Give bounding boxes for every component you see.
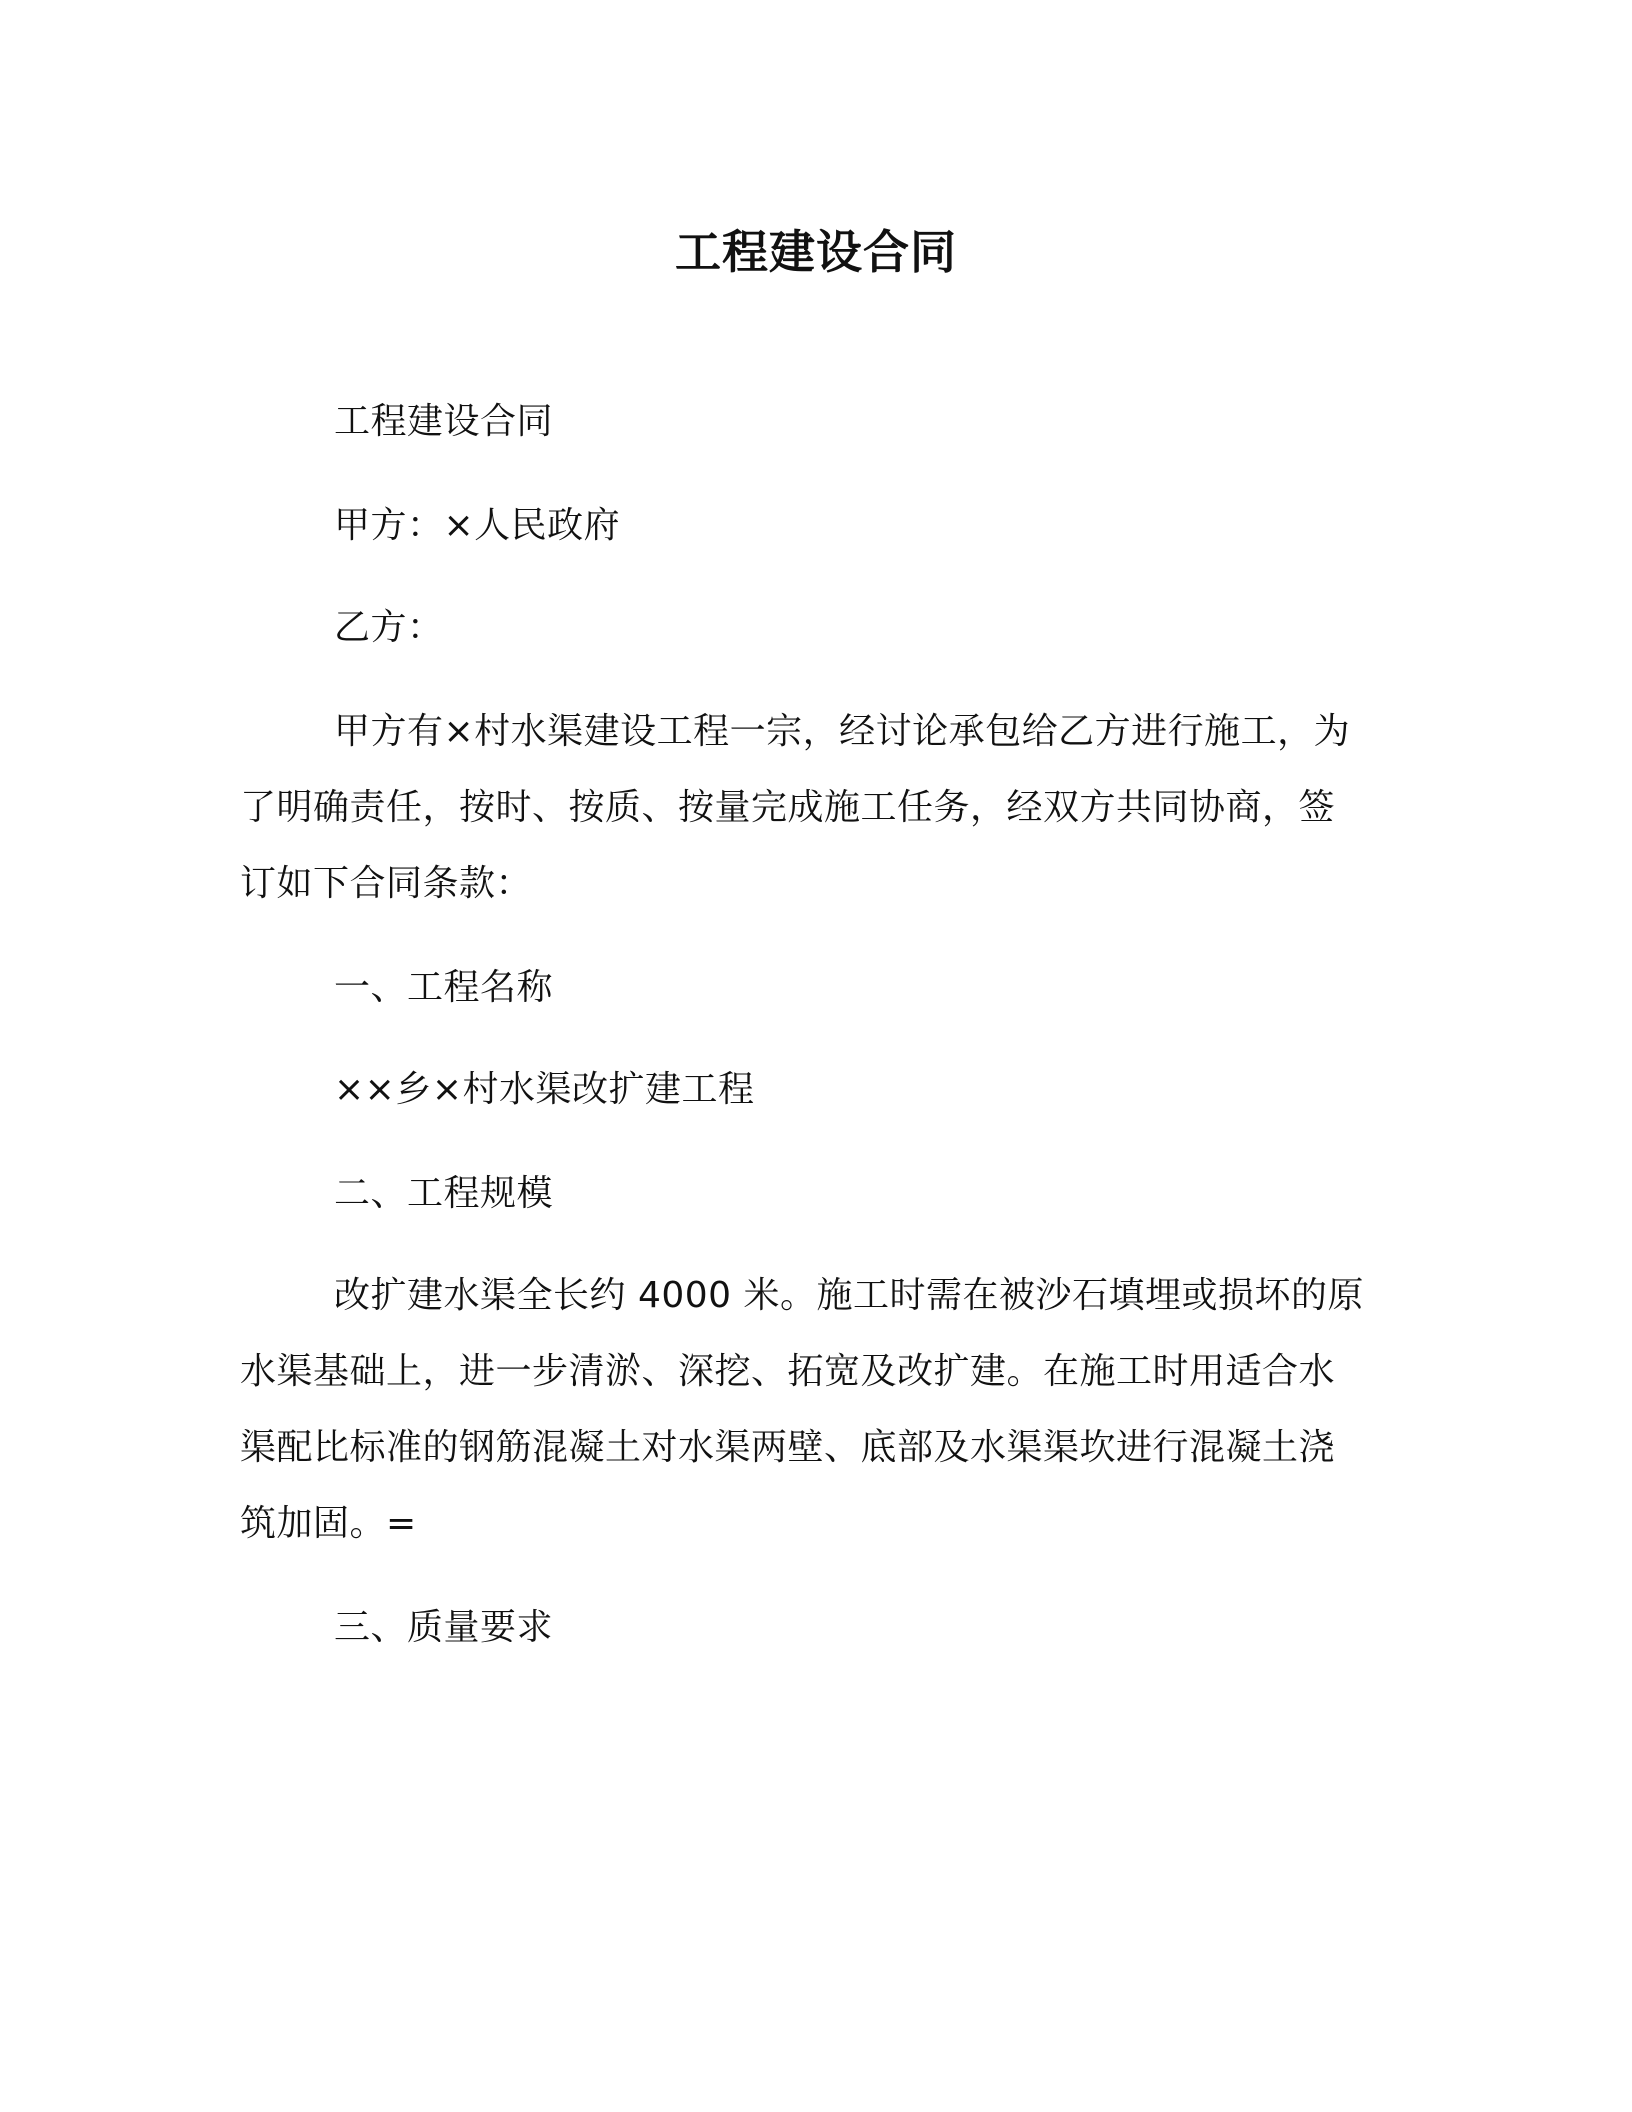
party-a-line: 甲方：×人民政府 xyxy=(334,505,621,546)
section-2-body-line: 渠配比标准的钢筋混凝土对水渠两壁、底部及水渠渠坎进行混凝土浇 xyxy=(240,1427,1336,1468)
party-b-line: 乙方： xyxy=(334,607,444,648)
document-title: 工程建设合同 xyxy=(675,225,957,279)
intro-paragraph-line: 订如下合同条款： xyxy=(240,863,533,904)
section-2-body-line: 水渠基础上，进一步清淤、深挖、拓宽及改扩建。在施工时用适合水 xyxy=(240,1351,1336,1392)
section-3-heading: 三、质量要求 xyxy=(334,1607,554,1648)
section-2-heading: 二、工程规模 xyxy=(334,1173,554,1214)
section-1-heading: 一、工程名称 xyxy=(334,967,554,1008)
intro-paragraph-line: 了明确责任，按时、按质、按量完成施工任务，经双方共同协商，签 xyxy=(240,787,1336,828)
section-2-body-line: 筑加固。= xyxy=(240,1503,417,1544)
document-subtitle: 工程建设合同 xyxy=(334,401,554,442)
section-1-body: ××乡×村水渠改扩建工程 xyxy=(334,1069,755,1110)
section-2-body-line: 改扩建水渠全长约 4000 米。施工时需在被沙石填埋或损坏的原 xyxy=(334,1275,1365,1316)
intro-paragraph-line: 甲方有×村水渠建设工程一宗，经讨论承包给乙方进行施工，为 xyxy=(334,711,1351,752)
